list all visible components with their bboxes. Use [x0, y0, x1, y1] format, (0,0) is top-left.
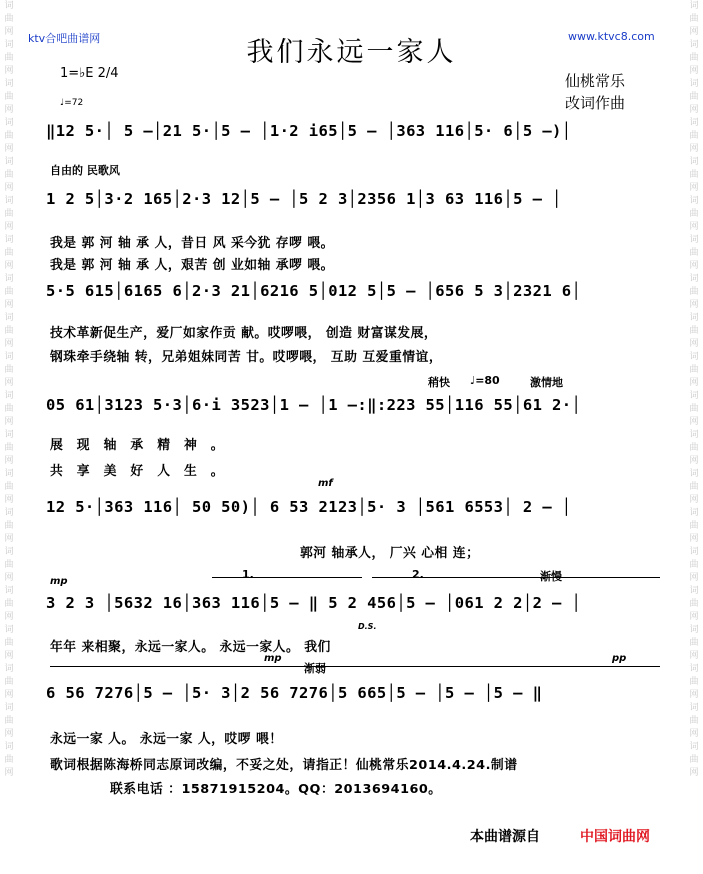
mark-mf: mf — [318, 478, 333, 489]
lyric-line-8: 年年 来相聚，永远一家人。 永远一家人。 我们 — [50, 640, 331, 655]
mark-passion: 激情地 — [530, 376, 563, 389]
lyric-line-7: 郭河 轴承人， 厂兴 心相 连； — [300, 546, 480, 561]
staff-row-3: 5·5 615│6165 6│2·3 21│6216 5│012 5│5 – │656 5 3│2321 6│ — [46, 282, 582, 300]
lyric-line-2: 我是 郭 河 轴 承 人，艰苦 创 业如轴 承啰 喂。 — [50, 258, 334, 273]
song-title: 我们永远一家人 — [246, 37, 457, 68]
staff-row-2: 1 2 5│3·2 165│2·3 12│5 – │5 2 3│2356 1│3 63 116│5 – │ — [46, 190, 562, 208]
mark-fading: 渐弱 — [304, 662, 326, 675]
staff-row-4: 05 61│3123 5·3│6·i 3523│1 – │1 –:‖:223 55│116 55│61 2·│ — [46, 396, 582, 414]
credit-author: 仙桃常乐 — [565, 72, 626, 90]
arrangement-note: 歌词根据陈海桥同志原词改编，不妥之处，请指正！仙桃常乐2014.4.24.制谱 — [50, 758, 518, 773]
source-link-right[interactable]: www.ktvc8.com — [568, 30, 655, 43]
staff-row-1: ‖12 5·│ 5 –│21 5·│5 – │1·2 i65│5 – │363 116│5· 6│5 –)│ — [46, 122, 572, 140]
contact-info: 联系电话 ：15871915204。QQ：2013694160。 — [110, 782, 442, 797]
lyric-line-1: 我是 郭 河 轴 承 人，昔日 风 采今犹 存啰 喂。 — [50, 236, 334, 251]
mark-faster: 稍快 — [428, 376, 450, 389]
lyric-line-9: 永远一家 人。 永远一家 人，哎啰 喂！ — [50, 732, 283, 747]
mark-tempo-80: ♩=80 — [470, 374, 500, 387]
lyric-line-5: 展现轴承精神。 — [50, 438, 238, 453]
lyric-line-3: 技术革新促生产，爱厂如家作贡 献。哎啰喂， 创造 财富谋发展， — [50, 326, 438, 341]
lyric-line-6: 共享美好人生。 — [50, 464, 238, 479]
volta-1-label: 1. — [242, 568, 254, 581]
watermark-right: 词曲网词曲网词曲网词曲网词曲网词曲网词曲网词曲网词曲网词曲网词曲网词曲网词曲网词曲网词曲网词曲网词曲网词曲网词曲网词曲网 — [689, 1, 699, 778]
volta-2-label: 2. — [412, 568, 424, 581]
mark-free-style: 自由的 民歌风 — [50, 164, 120, 177]
mark-mp-2: mp — [264, 653, 282, 664]
volta-1-line — [212, 577, 362, 578]
mark-slower: 渐慢 — [540, 570, 562, 583]
staff-row-7: 6 56 7276│5 – │5· 3│2 56 7276│5 665│5 – │5 – │5 – ‖ — [46, 684, 543, 702]
watermark-left: 词曲网词曲网词曲网词曲网词曲网词曲网词曲网词曲网词曲网词曲网词曲网词曲网词曲网词曲网词曲网词曲网词曲网词曲网词曲网词曲网 — [4, 1, 14, 778]
tempo-mark: ♩=72 — [60, 98, 84, 108]
staff-row-6: 3 2 3 │5632 16│363 116│5 – ‖ 5 2 456│5 – │061 2 2│2 – │ — [46, 594, 582, 612]
credit-role: 改词作曲 — [565, 94, 626, 112]
source-site-link[interactable]: 中国词曲网 — [580, 829, 650, 845]
key-signature: 1=♭E 2/4 — [60, 66, 119, 81]
mark-ds: D.S. — [358, 622, 377, 631]
lyric-line-4: 钢珠牵手绕轴 转，兄弟姐妹同苦 甘。哎啰喂， 互助 互爱重情谊， — [50, 350, 443, 365]
source-label: 本曲谱源自 — [470, 829, 540, 845]
dynamic-line — [50, 666, 660, 667]
mark-mp: mp — [50, 576, 68, 587]
staff-row-5: 12 5·│363 116│ 50 50)│ 6 53 2123│5· 3 │561 6553│ 2 – │ — [46, 498, 572, 516]
mark-pp: pp — [612, 653, 627, 664]
source-link-left[interactable]: ktv合吧曲谱网 — [28, 32, 101, 45]
